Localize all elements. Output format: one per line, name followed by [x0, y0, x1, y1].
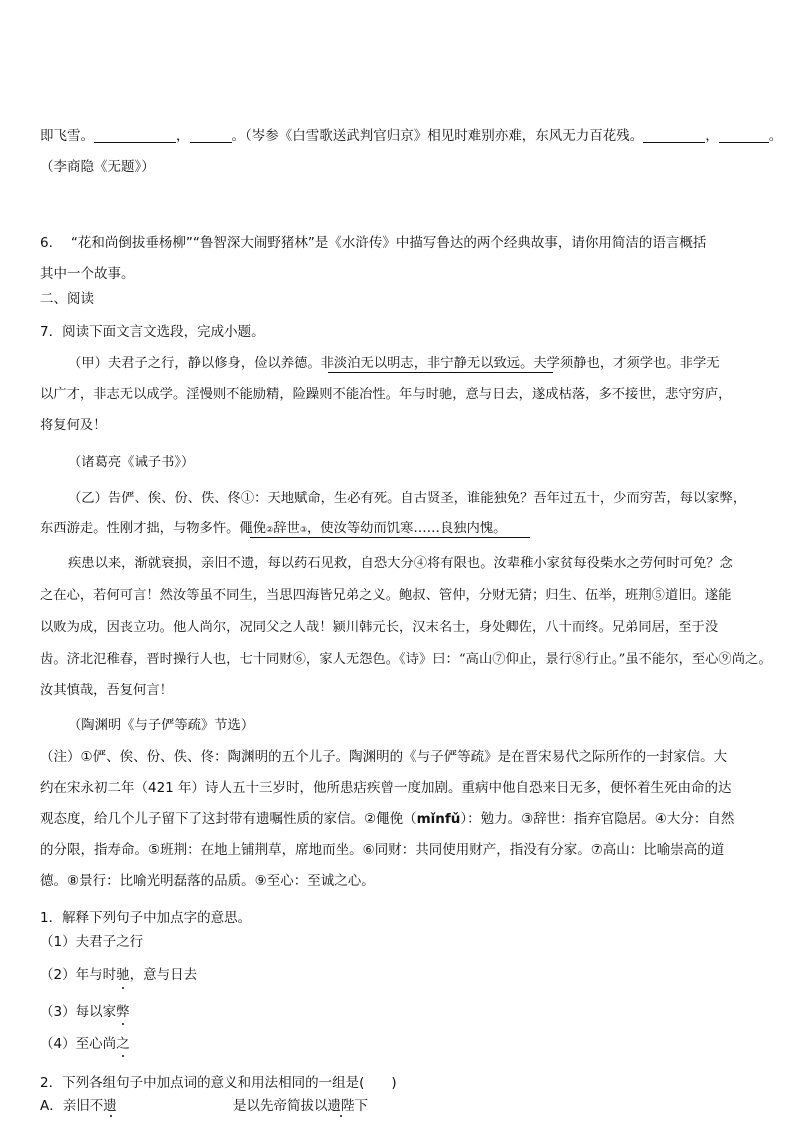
pinyin-minfu: mǐnfǔ — [416, 811, 461, 827]
notes-line1: （注）①俨、俟、份、佚、佟：陶渊明的五个儿子。陶渊明的《与子俨等疏》是在晋宋易代之际所作的一封家信。大 — [40, 749, 728, 765]
emphasis-dot-opt-a-right — [340, 1115, 342, 1117]
note-ref-3: ③ — [299, 525, 307, 534]
poem-fill-sep1: ， — [176, 128, 190, 144]
answer-blank-4[interactable] — [719, 128, 769, 143]
passage-jia-source: （诸葛亮《诫子书》） — [68, 455, 195, 470]
jia-underlined-sentence: 非淡泊无以明志，非宁静无以致远。 — [320, 356, 534, 371]
passage-yi-p2-line5: 汝其慎哉，吾复何言！ — [40, 683, 173, 698]
notes-line3-a: 观态度，给几个儿子留下了这封带有遗嘱性质的家信。②僶俛（ — [40, 811, 417, 827]
jia-text-a: （甲）夫君子之行，静以修身，俭以养德。 — [68, 356, 321, 371]
poem-fill-source: （李商隐《无题》） — [40, 159, 155, 175]
yi-text-a: 东西游走。性刚才拙，与物多忤。 — [40, 521, 240, 536]
sub2-option-a[interactable]: A．亲旧不遗 — [40, 1098, 117, 1114]
emphasis-dot-item4 — [122, 1055, 124, 1057]
emphasis-dot-item3 — [122, 1023, 124, 1025]
poem-fill-prefix: 即飞雪。 — [40, 128, 94, 144]
emphasis-dot-item2 — [122, 987, 124, 989]
notes-line4: 的分限，指寿命。⑤班荆：在地上铺荆草，席地而坐。⑥同财：共同使用财产，指没有分家。⑦高山：比喻崇高的道 — [40, 842, 725, 858]
notes-line2: 约在宋永初二年（421 年）诗人五十三岁时，他所患痁疾曾一度加剧。重病中他自恐来日无多，便怀着生死由命的达 — [40, 780, 732, 796]
answer-blank-2[interactable] — [190, 128, 232, 143]
poem-fill-mid: 。（岑参《白雪歌送武判官归京》相见时难别亦难，东风无力百花残。 — [231, 128, 644, 144]
passage-jia-line2: 以广才，非志无以成学。淫慢则不能励精，险躁则不能冶性。年与时驰，意与日去，遂成枯落，多不接世，悲守穷庐， — [40, 387, 732, 402]
sub2-title: 2．下列各组句子中加点词的意义和用法相同的一组是( ) — [40, 1075, 397, 1091]
jia-underline — [328, 372, 553, 373]
passage-jia-line3: 将复何及！ — [40, 418, 107, 433]
sub1-title: 1．解释下列句子中加点字的意思。 — [40, 910, 252, 926]
passage-yi-line2 — [40, 517, 506, 536]
passage-yi-source: （陶渊明《与子俨等疏》节选） — [68, 718, 255, 733]
sub1-item-3: （3）每以家弊 — [40, 1004, 130, 1020]
notes-line3 — [40, 807, 734, 827]
q6-line2: 其中一个故事。 — [40, 266, 135, 282]
passage-yi-p2-line3: 以败为成，因丧立功。他人尚尔，况同父之人哉！颍川韩元长，汉末名士，身处卿佐，八十而终。兄弟同居，至于没 — [40, 620, 719, 635]
poem-fill-line — [40, 124, 782, 144]
poem-fill-end: 。 — [768, 128, 783, 144]
poem-fill-sep2: ， — [705, 128, 719, 144]
yi-word-cishi: 辞世 — [273, 521, 300, 536]
q7-title: 7．阅读下面文言文选段，完成小题。 — [40, 324, 265, 340]
passage-jia-line1 — [68, 352, 720, 371]
note-ref-2: ② — [266, 525, 274, 534]
passage-yi-p2-line4: 齿。济北氾稚春，晋时操行人也，七十同财⑥，家人无怨色。《诗》曰：“高山⑦仰止，景行⑧行止。”虽不能尔，至心⑨尚之。 — [40, 652, 772, 667]
q6-line1 — [40, 231, 706, 251]
emphasis-dot-opt-a — [110, 1115, 112, 1117]
notes-line5: 德。⑧景行：比喻光明磊落的品质。⑨至心：至诚之心。 — [40, 873, 375, 889]
sub2-option-a-right: 是以先帝简拔以遗陛下 — [233, 1098, 368, 1114]
yi-underlined-sentence — [239, 521, 506, 536]
q6-number: 6. — [40, 235, 53, 251]
yi-text-b: ，使汝等幼而饥寒……良独内愧。 — [306, 521, 507, 536]
answer-blank-1[interactable] — [94, 128, 176, 143]
passage-yi-line1: （乙）告俨、俟、份、佚、佟①：天地赋命，生必有死。自古贤圣，谁能独免？吾年过五十，少而穷苦，每以家弊， — [68, 491, 747, 506]
answer-blank-3[interactable] — [643, 128, 705, 143]
passage-yi-p2-line1: 疾患以来，渐就衰损，亲旧不遗，每以药石见救，自恐大分④将有限也。汝辈稚小家贫每役柴水之劳何时可免？念 — [68, 556, 733, 571]
jia-text-c: 夫学须静也，才须学也。非学无 — [533, 356, 720, 371]
sub1-item-2: （2）年与时驰，意与日去 — [40, 967, 198, 983]
sub1-item-4: （4）至心尚之 — [40, 1036, 130, 1052]
sub1-item-1: （1）夫君子之行 — [40, 934, 144, 950]
notes-line3-b: ）：勉力。③辞世：指弃官隐居。④大分：自然 — [460, 811, 735, 827]
section-heading-reading: 二、阅读 — [40, 291, 94, 307]
passage-yi-p2-line2: 之在心，若何可言！然汝等虽不同生，当思四海皆兄弟之义。鲍叔、管仲，分财无猜；归生、伍举，班荆⑤道旧。遂能 — [40, 588, 732, 603]
yi-word-minfu: 僶俛 — [239, 521, 267, 536]
q6-text-1: “花和尚倒拔垂杨柳”“鲁智深大闹野猪林”是《水浒传》中描写鲁达的两个经典故事，请你用简洁的语言概括 — [70, 235, 707, 251]
yi-underline — [250, 537, 530, 538]
